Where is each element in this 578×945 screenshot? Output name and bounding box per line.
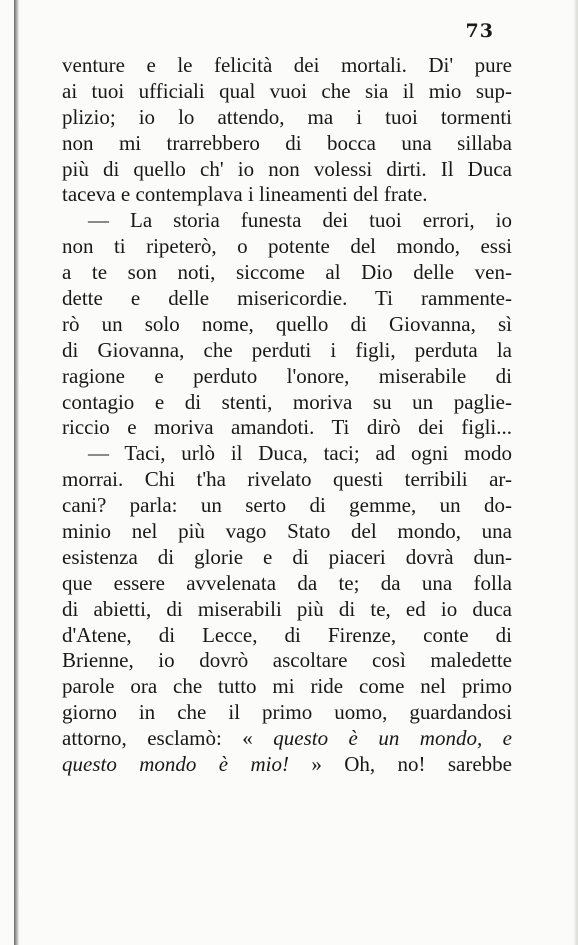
text-line: venture e le felicità dei mortali. Di' pure	[62, 53, 512, 77]
binding-shadow	[14, 0, 19, 945]
text-line: que essere avvelenata da te; da una folla	[62, 570, 512, 595]
text-line: Brienne, io dovrò ascoltare così maledette	[62, 648, 512, 673]
text-line: parole ora che tutto mi ride come nel primo	[62, 674, 512, 699]
roman-segment: attorno, esclamò: «	[62, 726, 274, 751]
text-line: minio nel più vago Stato del mondo, una	[62, 519, 512, 544]
page-edge-shadow	[573, 0, 578, 945]
text-line: non mi trarrebbero di bocca una sillaba	[62, 130, 512, 155]
text-line: di abietti, di miserabili più di te, ed io duca	[62, 596, 512, 621]
text-line: riccio e moriva amandoti. Ti dirò dei figli...	[62, 415, 512, 440]
text-line: plizio; io lo attendo, ma i tuoi tormenti	[62, 104, 512, 129]
body-text	[62, 53, 512, 778]
paragraph-start-line: — Taci, urlò il Duca, taci; ad ogni modo	[88, 441, 512, 466]
text-line: taceva e contemplava i lineamenti del frate.	[62, 182, 428, 207]
text-line: a te son noti, siccome al Dio delle ven-	[62, 260, 512, 285]
text-line-with-italic	[62, 726, 512, 752]
page-number: 73	[465, 20, 494, 42]
text-line: cani? parla: un serto di gemme, un do-	[62, 493, 512, 518]
text-line: contagio e di stenti, moriva su un paglie-	[62, 389, 512, 414]
text-line: d'Atene, di Lecce, di Firenze, conte di	[62, 622, 512, 647]
text-line: di Giovanna, che perduti i figli, perduta la	[62, 337, 512, 362]
text-line: ai tuoi ufficiali qual vuoi che sia il mio sup-	[62, 78, 512, 103]
text-line: giorno in che il primo uomo, guardandosi	[62, 700, 512, 725]
paragraph-start-line: — La storia funesta dei tuoi errori, io	[88, 208, 512, 233]
italic-quote-segment: questo mondo è mio!	[62, 752, 289, 777]
italic-quote-segment: questo è un mondo, e	[273, 726, 512, 751]
text-line: ragione e perduto l'onore, miserabile di	[62, 363, 512, 388]
text-line: più di quello ch' io non volessi dirti. Il Duca	[62, 156, 512, 181]
text-line: non ti ripeterò, o potente del mondo, essi	[62, 234, 512, 259]
text-line: esistenza di glorie e di piaceri dovrà dun-	[62, 544, 512, 569]
text-line: rò un solo nome, quello di Giovanna, sì	[62, 311, 512, 336]
roman-segment: » Oh, no! sarebbe	[288, 752, 512, 777]
text-line: morrai. Chi t'ha rivelato questi terribili ar-	[62, 467, 512, 492]
text-line-with-italic	[62, 752, 512, 778]
text-line: dette e delle misericordie. Ti rammente-	[62, 286, 512, 311]
